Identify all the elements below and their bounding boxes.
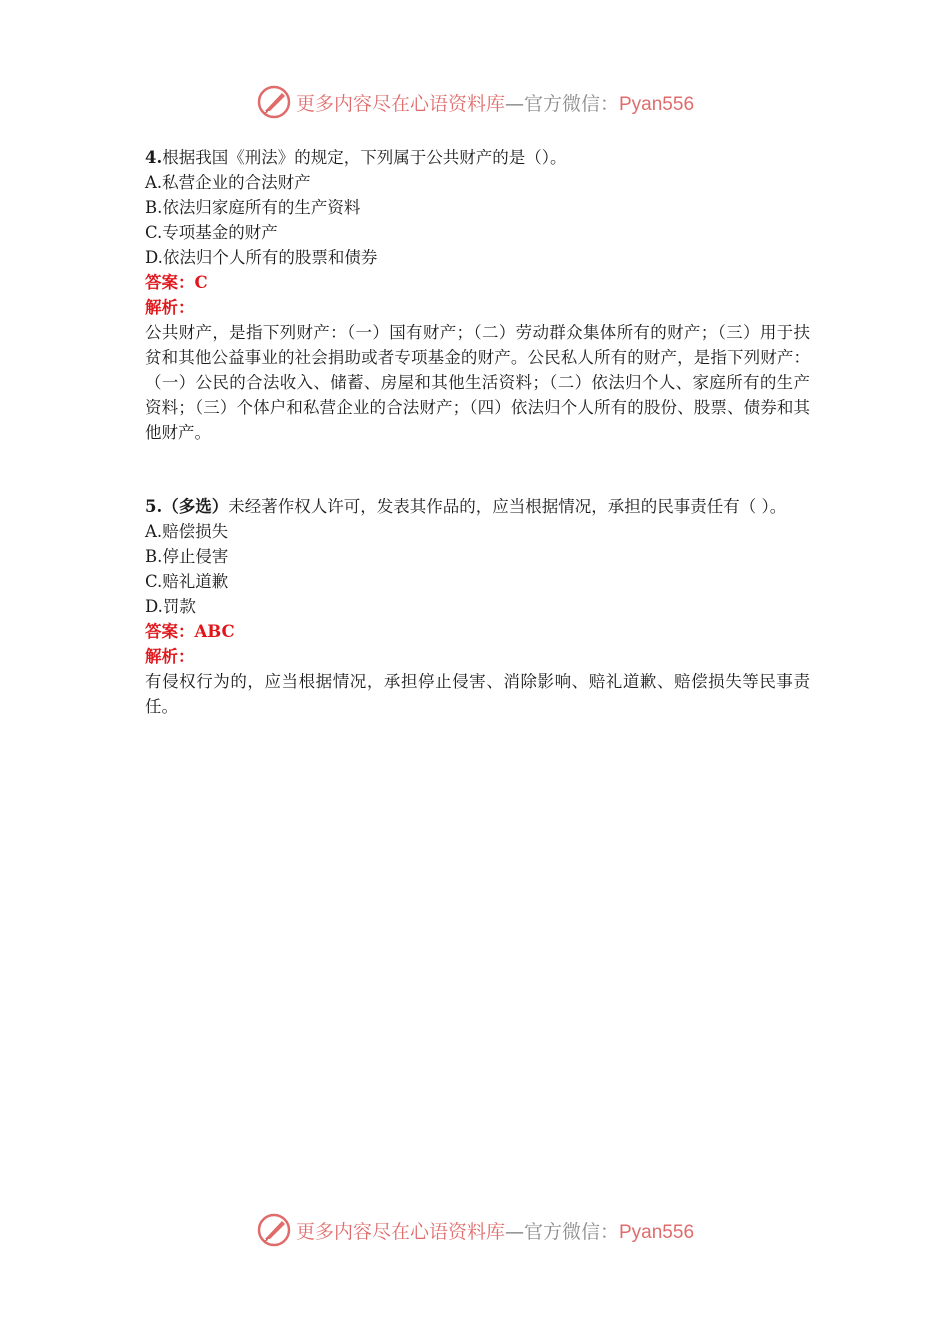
footer-banner <box>0 1210 950 1250</box>
question-5 <box>145 494 810 719</box>
analysis-text: 公共财产，是指下列财产：（一）国有财产；（二）劳动群众集体所有的财产；（三）用于扶贫和其他公益事业的社会捐助或者专项基金的财产。公民私人所有的财产，是指下列财产：（一）公民的合法收入、储蓄、房屋和其他生活资料；（二）依法归个人、家庭所有的生产资料；（三）个体户和私营企业的合法财产；（四）依法归个人所有的股份、股票、债券和其他财产。 <box>145 323 810 442</box>
footer-wechat-label: 官方微信： <box>523 1220 619 1243</box>
analysis-label: 解析： <box>145 298 195 317</box>
answer-line <box>145 619 810 644</box>
answer-line <box>145 270 810 295</box>
header-dash: — <box>504 92 524 115</box>
analysis-label: 解析： <box>145 647 195 666</box>
answer-label: 答案： <box>145 622 195 641</box>
answer-value: ABC <box>194 622 235 641</box>
footer-wechat-id: Pyan556 <box>619 1221 695 1243</box>
header-banner <box>0 82 950 122</box>
option-d: D.罚款 <box>145 597 196 616</box>
question-number: 5. <box>145 497 163 516</box>
footer-dash: — <box>504 1220 524 1243</box>
header-wechat-id: Pyan556 <box>619 93 695 115</box>
footer-site: 更多内容尽在心语资料库 <box>295 1220 505 1243</box>
document-body <box>145 145 810 719</box>
option-c: C.专项基金的财产 <box>145 223 278 242</box>
header-text <box>296 89 694 116</box>
option-a: A.赔偿损失 <box>145 522 229 541</box>
option-b: B.依法归家庭所有的生产资料 <box>145 198 361 217</box>
question-4 <box>145 145 810 445</box>
quill-logo-icon <box>256 84 292 120</box>
question-number: 4. <box>145 148 163 167</box>
option-b: B.停止侵害 <box>145 547 229 566</box>
header-site: 更多内容尽在心语资料库 <box>295 92 505 115</box>
analysis-text: 有侵权行为的，应当根据情况，承担停止侵害、消除影响、赔礼道歉、赔偿损失等民事责任。 <box>145 672 810 716</box>
option-c: C.赔礼道歉 <box>145 572 229 591</box>
question-text: 未经著作权人许可，发表其作品的，应当根据情况，承担的民事责任有（ ）。 <box>228 497 787 516</box>
question-tag: （多选） <box>162 497 229 516</box>
spacer <box>145 445 810 494</box>
option-a: A.私营企业的合法财产 <box>145 173 311 192</box>
answer-value: C <box>194 273 208 292</box>
quill-logo-icon <box>256 1212 292 1248</box>
option-d: D.依法归个人所有的股票和债券 <box>145 248 378 267</box>
question-text: 根据我国《刑法》的规定，下列属于公共财产的是（）。 <box>162 148 567 167</box>
question-stem <box>145 494 810 519</box>
footer-text <box>296 1217 694 1244</box>
answer-label: 答案： <box>145 273 195 292</box>
question-stem <box>145 145 810 170</box>
header-wechat-label: 官方微信： <box>523 92 619 115</box>
